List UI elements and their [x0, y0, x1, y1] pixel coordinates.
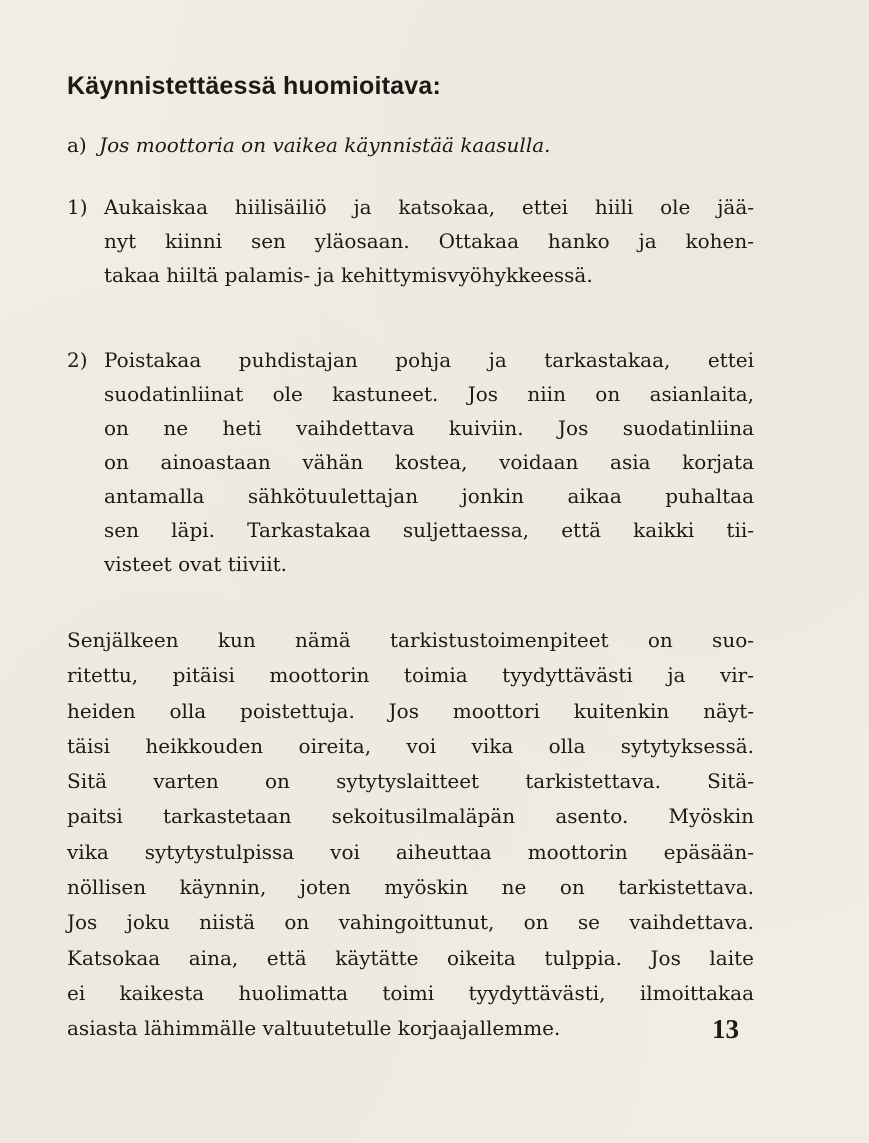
text-line: on ainoastaan vähän kostea, voidaan asia korjata — [104, 450, 754, 474]
subheading-marker: a) — [67, 133, 87, 157]
text-line: täisi heikkouden oireita, voi vika olla sytytyksessä. — [67, 733, 754, 758]
body-paragraph — [67, 623, 754, 1047]
text-line: Jos joku niistä on vahingoittunut, on se vaihdettava. — [67, 910, 754, 935]
subheading-text: Jos moottoria on vaikea käynnistää kaasulla. — [99, 133, 551, 157]
text-line: vika sytytystulpissa voi aiheuttaa moottorin epäsään- — [67, 839, 754, 864]
subheading — [67, 133, 551, 157]
text-line: on ne heti vaihdettava kuiviin. Jos suodatinliina — [104, 416, 754, 440]
page-heading: Käynnistettäessä huomioitava: — [67, 72, 441, 100]
text-line: antamalla sähkötuulettajan jonkin aikaa puhaltaa — [104, 484, 754, 508]
text-line: visteet ovat tiiviit. — [104, 552, 288, 576]
text-line: sen läpi. Tarkastakaa suljettaessa, että kaikki tii- — [104, 518, 754, 542]
text-line: Aukaiskaa hiilisäiliö ja katsokaa, ettei hiili ole jää- — [104, 195, 754, 219]
list-item — [67, 190, 754, 292]
text-line: asiasta lähimmälle valtuutetulle korjaajallemme. — [67, 1016, 561, 1041]
page-number: 13 — [712, 1014, 739, 1044]
text-line: takaa hiiltä palamis- ja kehittymisvyöhykkeessä. — [104, 263, 593, 287]
list-item — [67, 343, 754, 581]
text-line: paitsi tarkastetaan sekoitusilmaläpän asento. Myöskin — [67, 804, 754, 829]
list-item-body — [104, 190, 754, 292]
text-line: Sitä varten on sytytyslaitteet tarkistettava. Sitä- — [67, 769, 754, 794]
text-line: suodatinliinat ole kastuneet. Jos niin on asianlaita, — [104, 382, 754, 406]
text-line: heiden olla poistettuja. Jos moottori kuitenkin näyt- — [67, 698, 754, 723]
text-line: ei kaikesta huolimatta toimi tyydyttävästi, ilmoittakaa — [67, 980, 754, 1005]
text-line: Senjälkeen kun nämä tarkistustoimenpiteet on suo- — [67, 628, 754, 652]
list-item-number: 2) — [67, 348, 88, 372]
list-item-number: 1) — [67, 195, 88, 219]
text-line: ritettu, pitäisi moottorin toimia tyydyttävästi ja vir- — [67, 663, 754, 688]
text-line: nöllisen käynnin, joten myöskin ne on tarkistettava. — [67, 875, 754, 900]
list-item-body — [104, 343, 754, 581]
text-line: Katsokaa aina, että käytätte oikeita tulppia. Jos laite — [67, 945, 754, 970]
text-line: Poistakaa puhdistajan pohja ja tarkastakaa, ettei — [104, 348, 754, 372]
text-line: nyt kiinni sen yläosaan. Ottakaa hanko ja kohen- — [104, 229, 754, 253]
